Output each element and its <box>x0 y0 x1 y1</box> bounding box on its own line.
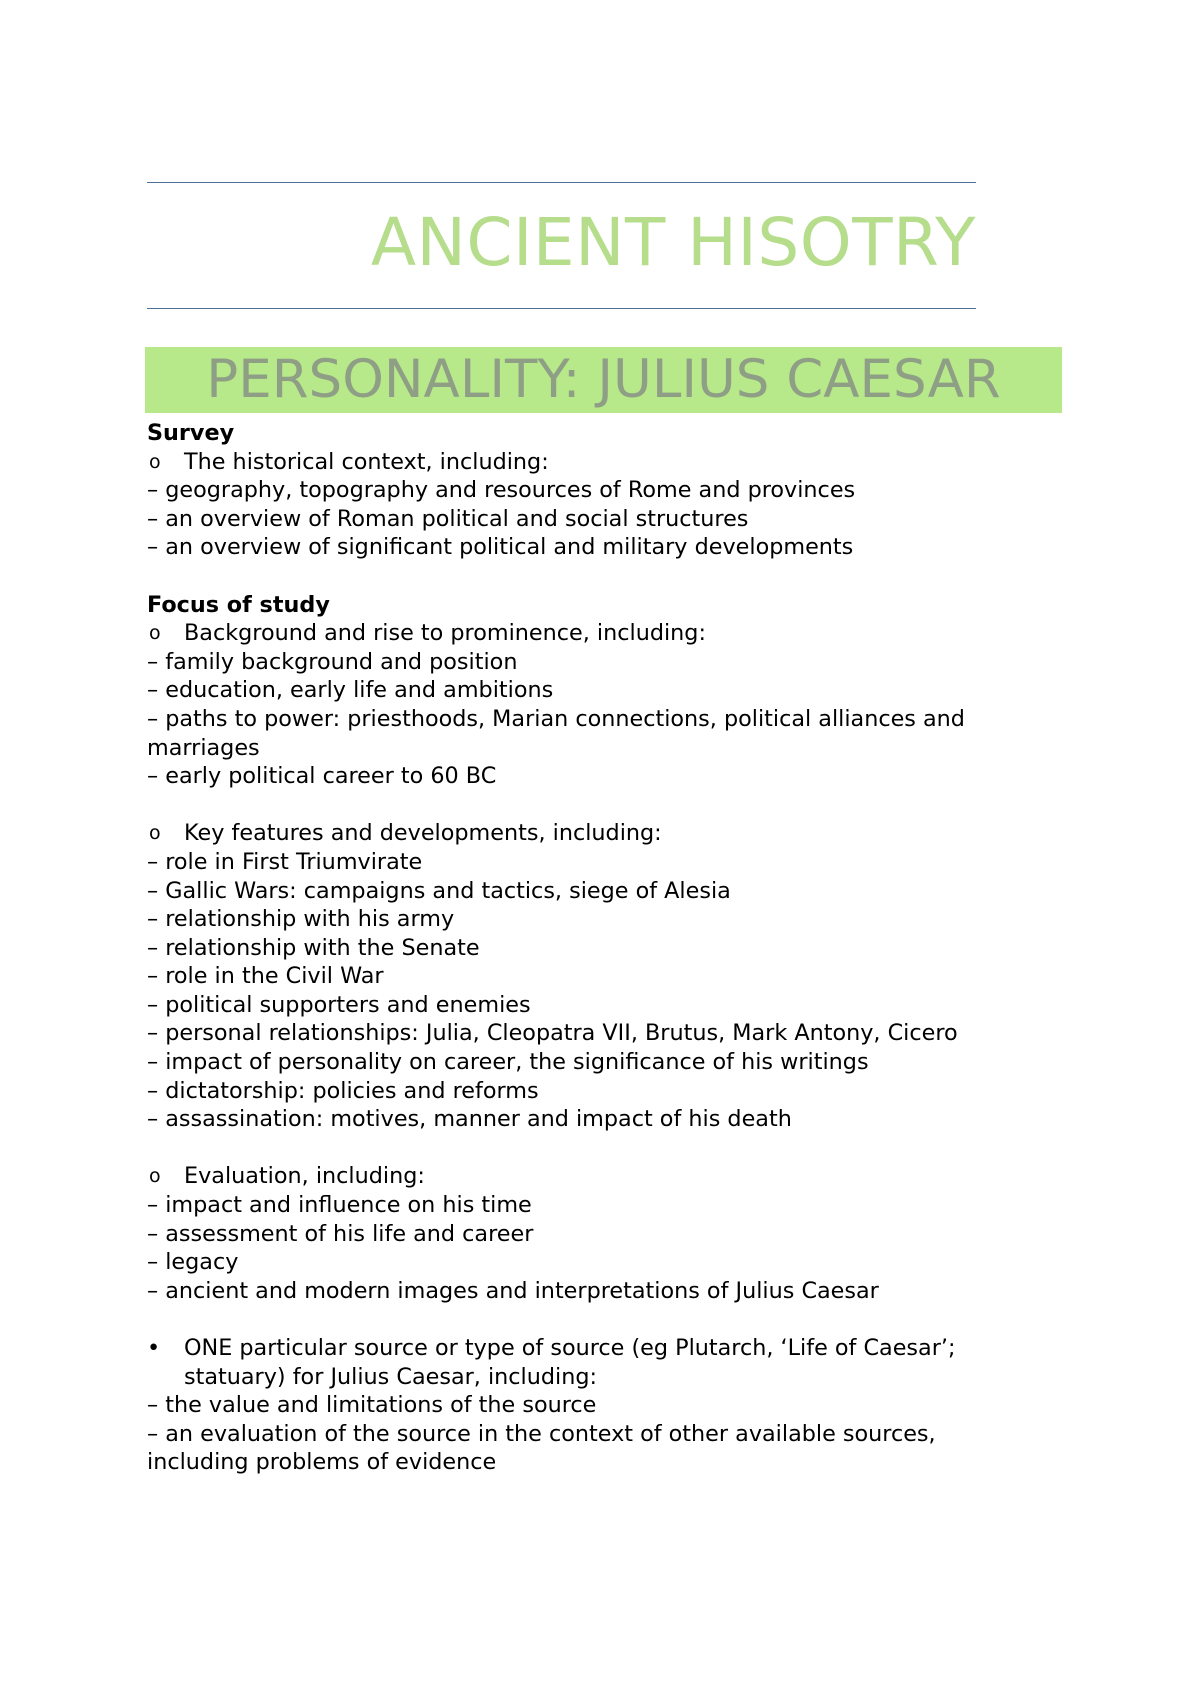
bullet-icon: • <box>147 1335 161 1361</box>
syllabus-content <box>147 419 1057 1477</box>
list-point: – Gallic Wars: campaigns and tactics, siege of Alesia <box>147 877 731 904</box>
list-item-text: Background and rise to prominence, including: <box>184 620 706 647</box>
title-top-rule <box>147 182 976 183</box>
list-point: – political supporters and enemies <box>147 991 531 1018</box>
banner-heading: PERSONALITY: JULIUS CAESAR <box>206 349 1001 410</box>
list-point: – role in the Civil War <box>147 963 384 990</box>
spacer <box>147 562 1057 591</box>
circle-bullet-icon: o <box>149 822 161 845</box>
list-point: – an overview of significant political and military developments <box>147 534 854 561</box>
list-point: – early political career to 60 BC <box>147 763 497 790</box>
spacer <box>147 1305 1057 1334</box>
list-point: – personal relationships: Julia, Cleopatra VII, Brutus, Mark Antony, Cicero <box>147 1020 958 1047</box>
list-item-text: Evaluation, including: <box>184 1163 425 1190</box>
list-point: – an overview of Roman political and social structures <box>147 505 749 532</box>
spacer <box>147 791 1057 820</box>
list-point: – dictatorship: policies and reforms <box>147 1077 539 1104</box>
list-item <box>147 819 1057 848</box>
spacer <box>147 1134 1057 1163</box>
list-point: – education, early life and ambitions <box>147 677 554 704</box>
list-point: marriages <box>147 734 260 761</box>
list-point: – family background and position <box>147 648 518 675</box>
focus-heading: Focus of study <box>147 591 330 618</box>
survey-heading: Survey <box>147 420 235 446</box>
list-point: – relationship with his army <box>147 906 455 933</box>
list-point: – relationship with the Senate <box>147 934 480 961</box>
list-point: including problems of evidence <box>147 1449 497 1476</box>
list-item-text: ONE particular source or type of source (eg Plutarch, ‘Life of Caesar’; statuary) for Julius Caesar, including: <box>184 1335 956 1390</box>
list-point: – an evaluation of the source in the context of other available sources, <box>147 1420 936 1447</box>
list-point: – ancient and modern images and interpretations of Julius Caesar <box>147 1277 879 1304</box>
document-title: ANCIENT HISOTRY <box>370 204 976 281</box>
list-item-text: Key features and developments, including: <box>184 820 662 847</box>
list-item <box>147 619 1057 648</box>
personality-banner <box>145 347 1062 413</box>
title-bottom-rule <box>147 308 976 309</box>
list-item-text: The historical context, including: <box>184 448 549 475</box>
list-point: – legacy <box>147 1249 239 1276</box>
list-point: – geography, topography and resources of Rome and provinces <box>147 477 856 504</box>
list-point: – impact of personality on career, the significance of his writings <box>147 1049 869 1076</box>
list-point: – impact and influence on his time <box>147 1192 532 1219</box>
circle-bullet-icon: o <box>149 450 161 473</box>
list-item <box>147 1334 1057 1391</box>
circle-bullet-icon: o <box>149 622 161 645</box>
circle-bullet-icon: o <box>149 1165 161 1188</box>
list-item <box>147 448 1057 477</box>
list-point: – paths to power: priesthoods, Marian connections, political alliances and <box>147 705 965 732</box>
list-point: – assessment of his life and career <box>147 1220 534 1247</box>
list-point: – role in First Triumvirate <box>147 848 423 875</box>
list-point: – assassination: motives, manner and impact of his death <box>147 1106 792 1133</box>
list-point: – the value and limitations of the source <box>147 1392 597 1419</box>
list-item <box>147 1162 1057 1191</box>
